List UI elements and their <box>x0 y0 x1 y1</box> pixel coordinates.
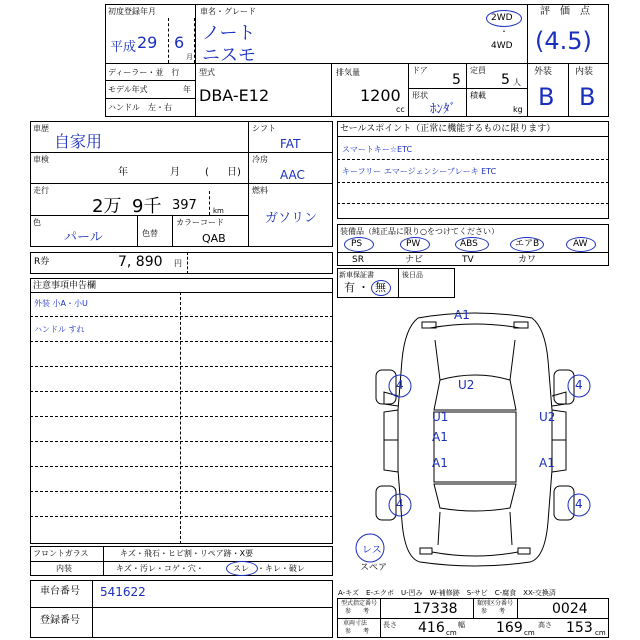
capacity-label: 定員 <box>470 66 486 75</box>
classno: 0024 <box>552 601 588 617</box>
score: (4.5) <box>535 27 592 55</box>
door-label: ドア <box>412 66 428 75</box>
warranty-dot: ・ <box>358 281 369 294</box>
score-label: 評 価 点 <box>540 6 590 17</box>
km-unit: km <box>213 207 224 215</box>
chassis-label: 車台番号 <box>40 586 80 597</box>
typeno-label: 型式指定番号 <box>341 600 378 607</box>
usage: 自家用 <box>54 132 103 151</box>
doors: 5 <box>452 72 461 88</box>
mark-wheel-rl: 4 <box>396 497 404 511</box>
type-label: 型式 <box>199 68 215 77</box>
displacement: 1200 <box>360 86 401 105</box>
warranty-new-label: 新車保証書 <box>339 271 374 279</box>
height-label: 高さ <box>538 621 552 629</box>
insp-month: 月 <box>170 167 180 178</box>
yen-unit: 円 <box>174 259 182 268</box>
spare-label: スペア <box>360 563 388 573</box>
equip-navi: ナビ <box>405 255 424 265</box>
length-label: 長さ <box>383 621 397 629</box>
sales-title: セールスポイント（正常に機能するものに限ります） <box>340 124 556 134</box>
month-unit: 月 <box>186 53 193 61</box>
kg-unit: kg <box>513 105 523 114</box>
dim-ref: 参 考 <box>345 628 370 635</box>
reg-year: 29 <box>137 33 158 52</box>
equip-ps: PS <box>351 239 363 249</box>
car-name: ノート <box>202 23 256 44</box>
reg-label: 登録番号 <box>40 615 80 626</box>
type-value: DBA-E12 <box>199 86 270 105</box>
color-code-label: カラーコード <box>176 218 224 227</box>
mark-wheel-fl: 4 <box>396 378 404 392</box>
mark-front-a1: A1 <box>454 308 470 322</box>
mark-hood-u2: U2 <box>458 378 475 392</box>
drive-4wd: 4WD <box>491 41 513 51</box>
mark-roof-a1: A1 <box>432 430 448 444</box>
notes-section <box>30 278 333 544</box>
mark-wheel-fr: 4 <box>575 378 583 392</box>
load-label: 積載 <box>470 91 486 100</box>
dim-label: 車両寸法 <box>343 620 368 627</box>
inspection-label: 車検 <box>33 155 49 164</box>
usage-label: 車歴 <box>33 124 49 133</box>
mark-right-u2: U2 <box>539 410 556 424</box>
insp-paren: ( <box>205 167 209 178</box>
warranty-after-label: 後日品 <box>402 271 423 279</box>
classno-ref: 参 考 <box>481 608 506 615</box>
equip-aw: AW <box>573 239 588 249</box>
ac: AAC <box>280 168 305 182</box>
interior-label: 内装 <box>575 67 594 77</box>
first-reg-label: 初度登録年月 <box>108 7 156 16</box>
equip-tv: TV <box>462 255 474 265</box>
shape-label: 形状 <box>412 91 428 100</box>
chassis-no: 541622 <box>100 585 146 599</box>
front-glass-label: フロントガラス <box>33 549 89 558</box>
mileage-sen: 9千 <box>132 196 162 217</box>
height: 153 <box>566 620 593 636</box>
mileage-man: 2万 <box>92 196 122 217</box>
notes-line1: 外装 小A・小U <box>34 299 88 308</box>
shift-label: シフト <box>252 124 276 133</box>
reg-month: 6 <box>174 33 185 52</box>
insp-day: 日) <box>227 167 241 178</box>
exterior-label: 外装 <box>534 67 553 77</box>
width-unit: cm <box>524 629 535 637</box>
equip-leather: カワ <box>518 255 537 265</box>
mark-left-a1: A1 <box>432 456 448 470</box>
mark-wheel-rr: 4 <box>575 497 583 511</box>
shift: FAT <box>280 137 301 151</box>
mark-roof-u1: U1 <box>432 410 449 424</box>
notes-line2: ハンドル すれ <box>34 325 85 334</box>
capacity: 5 <box>501 72 510 88</box>
interior-opt-2: スレ <box>233 564 249 573</box>
sales-line2: キーフリー エマージェンシーブレーキ ETC <box>342 167 497 176</box>
drive-dot: ・ <box>500 27 508 36</box>
dealer-label: ディーラー・並 行 <box>108 68 180 77</box>
color: パール <box>64 230 103 245</box>
model-year-label: モデル年式 <box>108 85 148 94</box>
grade: ニスモ <box>202 45 256 66</box>
era: 平成 <box>110 40 137 55</box>
model-year-unit: 年 <box>183 85 191 94</box>
ac-label: 冷房 <box>252 155 268 164</box>
interior-opt-3: ・キレ・破レ <box>257 564 305 573</box>
sales-line1: スマートキー☆ETC <box>342 145 413 154</box>
handle-label: ハンドル 左・右 <box>108 103 172 112</box>
interior-grade: B <box>579 83 596 111</box>
notes-title: 注意事項申告欄 <box>33 281 97 291</box>
shape: ﾎﾝﾀﾞ <box>430 102 456 117</box>
interior-cond-label: 内装 <box>56 564 72 573</box>
warranty-none: 無 <box>375 281 386 294</box>
mark-right-a1: A1 <box>539 456 555 470</box>
exterior-grade: B <box>538 83 555 111</box>
equip-airbag: エアB <box>515 239 540 249</box>
typeno: 17338 <box>413 601 458 617</box>
classno-label: 類別区分番号 <box>477 600 514 607</box>
spare-mark: レス <box>362 545 382 556</box>
front-glass-options: キズ・飛石・ヒビ割・リペア跡・X要 <box>120 549 254 558</box>
warranty-has: 有 <box>344 281 355 294</box>
damage-legend: A-キズ E-エクボ U-凹み W-補修跡 S-サビ C-腐食 XX-交換済 <box>338 589 556 597</box>
length: 416 <box>418 620 445 636</box>
width: 169 <box>496 620 523 636</box>
drive-2wd: 2WD <box>491 13 513 23</box>
fuel: ガソリン <box>265 211 318 226</box>
cc-unit: cc <box>396 105 405 114</box>
equip-pw: PW <box>406 239 421 249</box>
color-code: QAB <box>202 232 226 245</box>
width-label: 幅 <box>458 621 465 629</box>
height-unit: cm <box>595 629 606 637</box>
length-unit: cm <box>446 629 457 637</box>
equip-abs: ABS <box>460 239 478 249</box>
typeno-ref: 参 考 <box>345 608 370 615</box>
mileage-label: 走行 <box>33 186 49 195</box>
fuel-label: 燃料 <box>252 186 268 195</box>
color-label: 色 <box>33 218 41 227</box>
recycle-amount: 7, 890 <box>118 254 163 270</box>
capacity-unit: 人 <box>513 78 521 87</box>
color-change-label: 色替 <box>142 229 158 238</box>
equipment-title: 装備品（純正品に限り○をつけてください） <box>340 227 499 236</box>
interior-opt-1: キズ・汚レ・コゲ・穴・ <box>116 564 204 573</box>
insp-year: 年 <box>118 167 128 178</box>
mileage-rest: 397 <box>172 198 197 213</box>
equip-sr: SR <box>352 255 364 265</box>
displacement-label: 排気量 <box>336 68 360 77</box>
header-section <box>105 4 609 117</box>
car-name-label: 車名・グレード <box>200 7 256 16</box>
recycle-label: R券 <box>34 257 50 267</box>
